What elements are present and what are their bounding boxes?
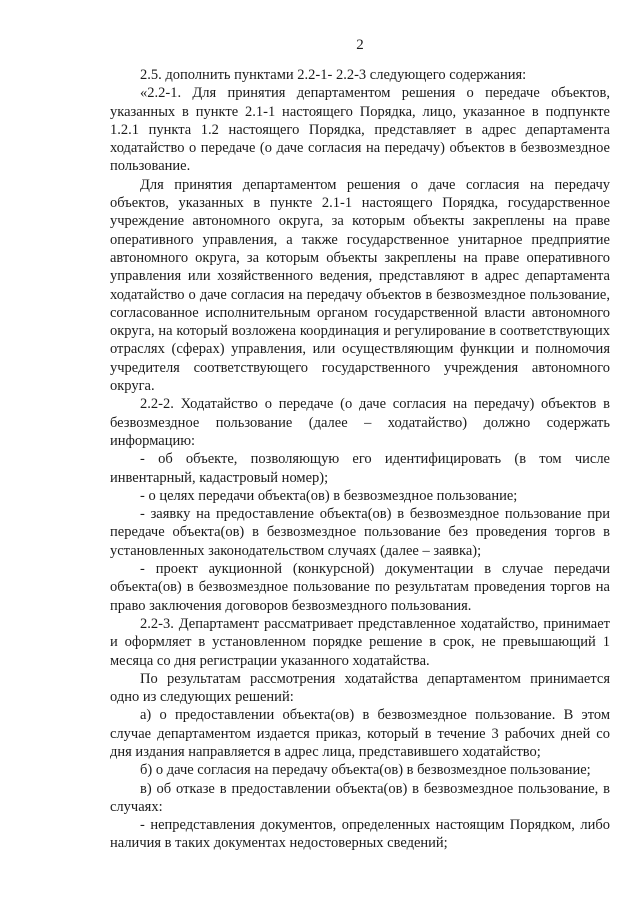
paragraph-2-2-2: 2.2-2. Ходатайство о передаче (о даче согласия на передачу) объектов в безвозмездное пользование (далее – ходатайство) должно содержать информацию: <box>110 396 610 449</box>
list-item: - заявку на предоставление объекта(ов) в безвозмездное пользование при передаче объекта(ов) в безвозмездное пользование без проведения торгов в установленных законодательством случаях (далее – заявка); <box>110 506 610 559</box>
paragraph-2-2-1-second: Для принятия департаментом решения о даче согласия на передачу объектов, указанных в пункте 2.1-1 настоящего Порядка, государственное учреждение автономного округа, за которым объекты закреплены на праве оперативного управления, а также государственное унитарное предприятие автономного округа, за которым объекты закреплены на праве оперативного управления или хозяйственного ведения, представляют в адрес департамента ходатайство о даче согласия на передачу объектов в безвозмездное пользование, согласованное исполнительным органом государственной власти автономного округа, на который возложена координация и регулирование в соответствующих отраслях (сферах) управления, или осуществляющим функции и полномочия учредителя соответствующего государственного учреждения автономного округа. <box>110 176 610 395</box>
paragraph-2-2-1: «2.2-1. Для принятия департаментом решения о передаче объектов, указанных в пункте 2.1-1 настоящего Порядка, лицо, указанное в подпункте 1.2.1 пункта 1.2 настоящего Порядка, представляет в адрес департамента ходатайство о передаче (о даче согласия на передачу) объектов в безвозмездное пользование. <box>110 85 610 175</box>
decision-item-a: а) о предоставлении объекта(ов) в безвозмездное пользование. В этом случае департаментом издается приказ, который в течение 3 рабочих дней со дня издания направляется в адрес лица, представившего ходатайство; <box>110 707 610 760</box>
list-item: - проект аукционной (конкурсной) документации в случае передачи объекта(ов) в безвозмездное пользование по результатам проведения торгов на право заключения договоров безвозмездного пользования. <box>110 561 610 614</box>
page-number: 2 <box>356 37 364 53</box>
paragraph-decisions-intro: По результатам рассмотрения ходатайства департаментом принимается одно из следующих решений: <box>110 670 610 706</box>
decision-item-v: в) об отказе в предоставлении объекта(ов) в безвозмездное пользование, в случаях: <box>110 780 610 815</box>
list-item: - об объекте, позволяющую его идентифицировать (в том числе инвентарный, кадастровый номер); <box>110 451 610 486</box>
paragraph-2-5-intro: 2.5. дополнить пунктами 2.2-1- 2.2-3 следующего содержания: <box>140 67 527 83</box>
document-body <box>110 66 610 853</box>
list-item: - непредставления документов, определенных настоящим Порядком, либо наличия в таких документах недостоверных сведений; <box>110 817 610 852</box>
decision-item-b: б) о даче согласия на передачу объекта(ов) в безвозмездное пользование; <box>140 762 591 779</box>
paragraph-2-2-3: 2.2-3. Департамент рассматривает представленное ходатайство, принимает и оформляет в установленном порядке решение в срок, не превышающий 1 месяца со дня регистрации указанного ходатайства. <box>110 615 610 669</box>
list-item: - о целях передачи объекта(ов) в безвозмездное пользование; <box>140 487 518 504</box>
